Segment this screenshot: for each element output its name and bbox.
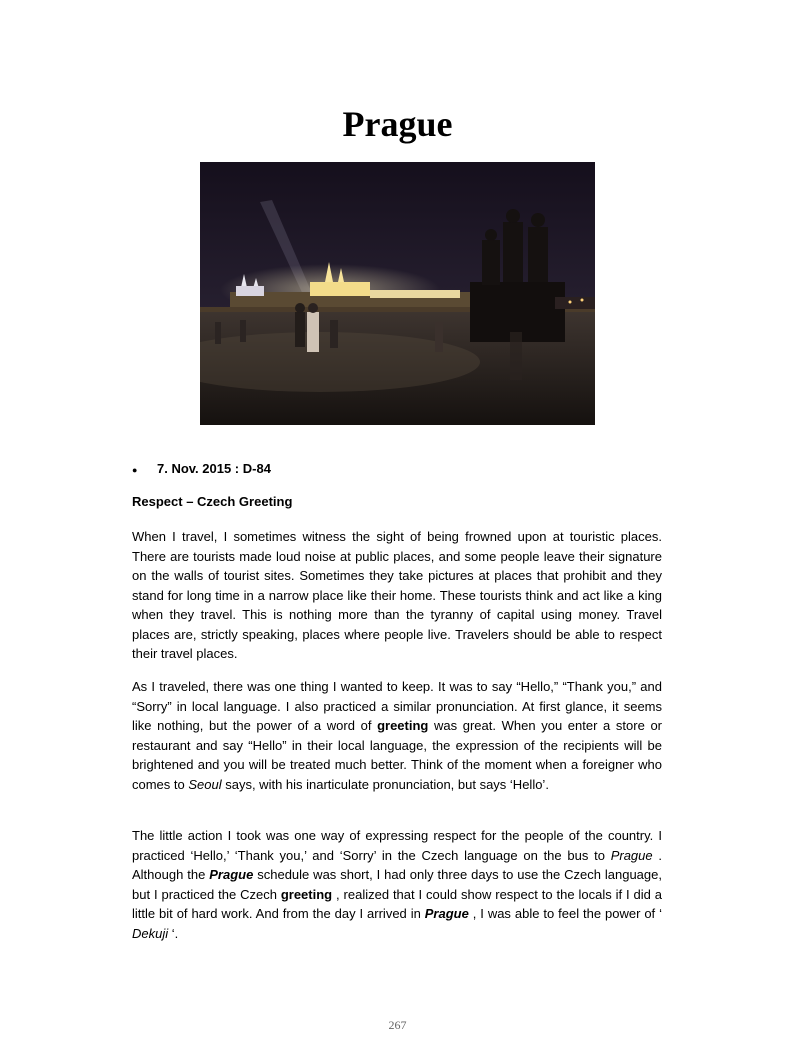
paragraph-3 xyxy=(132,826,662,943)
page-number: 267 xyxy=(388,1018,407,1032)
entry-date xyxy=(132,460,271,479)
paragraph-1: When I travel, I sometimes witness the sight of being frowned upon at touristic places. There are tourists made loud noise at public places, and some people leave their signature on the walls of tourist sites. Sometimes they take pictures at places that prohibit and they stand for long time in a narrow place like their home. These tourists think and act like a king when they travel. This is nothing more than the tyranny of capital using money. Travel places are, strictly speaking, places where people live. Travelers should be able to respect their travel places. xyxy=(132,529,662,661)
prague-castle-photo xyxy=(200,162,595,425)
paragraph-3-text: , realized that I could show respect to the locals if I did a little bit of hard work. And from the day I arrived in xyxy=(132,886,662,921)
emphasis-dekuji: Dekuji xyxy=(132,925,169,941)
paragraph-2-text: says, with his inarticulate pronunciation, but says ‘Hello’. xyxy=(221,776,549,792)
emphasis-prague: Prague xyxy=(610,847,653,863)
emphasis-prague-bold: Prague xyxy=(424,906,469,921)
paragraph-2-text: was great. When you enter a store or restaurant and say “Hello” in their local language, the expression of the recipients will be brightened and you will be treated much better. Think of the moment when a foreigner who comes to xyxy=(132,718,663,792)
paragraph-2-text: As I traveled, there was one thing I wanted to keep. It was to say “Hello,” “Thank you,” and “Sorry” in local language. I also practiced a similar pronunciation. At first glance, it seems like nothing, but the power of a word of xyxy=(132,679,662,733)
emphasis-prague-bold: Prague xyxy=(209,867,254,882)
paragraph-3-text: ‘. xyxy=(168,925,179,941)
paragraph-3-text: , I was able to feel the power of ‘ xyxy=(468,906,662,921)
paragraph-2 xyxy=(132,677,662,794)
emphasis-seoul: Seoul xyxy=(188,776,222,792)
entry-date-text: 7. Nov. 2015 : D-84 xyxy=(157,461,271,476)
paragraph-3-text: schedule was short, I had only three days to use the Czech language, but I practiced the Czech xyxy=(132,867,662,902)
paragraph-3-text: The little action I took was one way of expressing respect for the people of the country. I practiced ‘Hello,’ ‘Thank you,’ and ‘Sorry’ in the Czech language on the bus to xyxy=(132,828,662,863)
emphasis-greeting: greeting xyxy=(377,718,429,733)
bullet-icon: ● xyxy=(132,464,138,475)
page-title: Prague xyxy=(342,104,453,144)
emphasis-greeting: greeting xyxy=(280,886,333,902)
paragraph-3-text: . Although the xyxy=(132,847,662,882)
section-heading: Respect – Czech Greeting xyxy=(132,494,293,509)
